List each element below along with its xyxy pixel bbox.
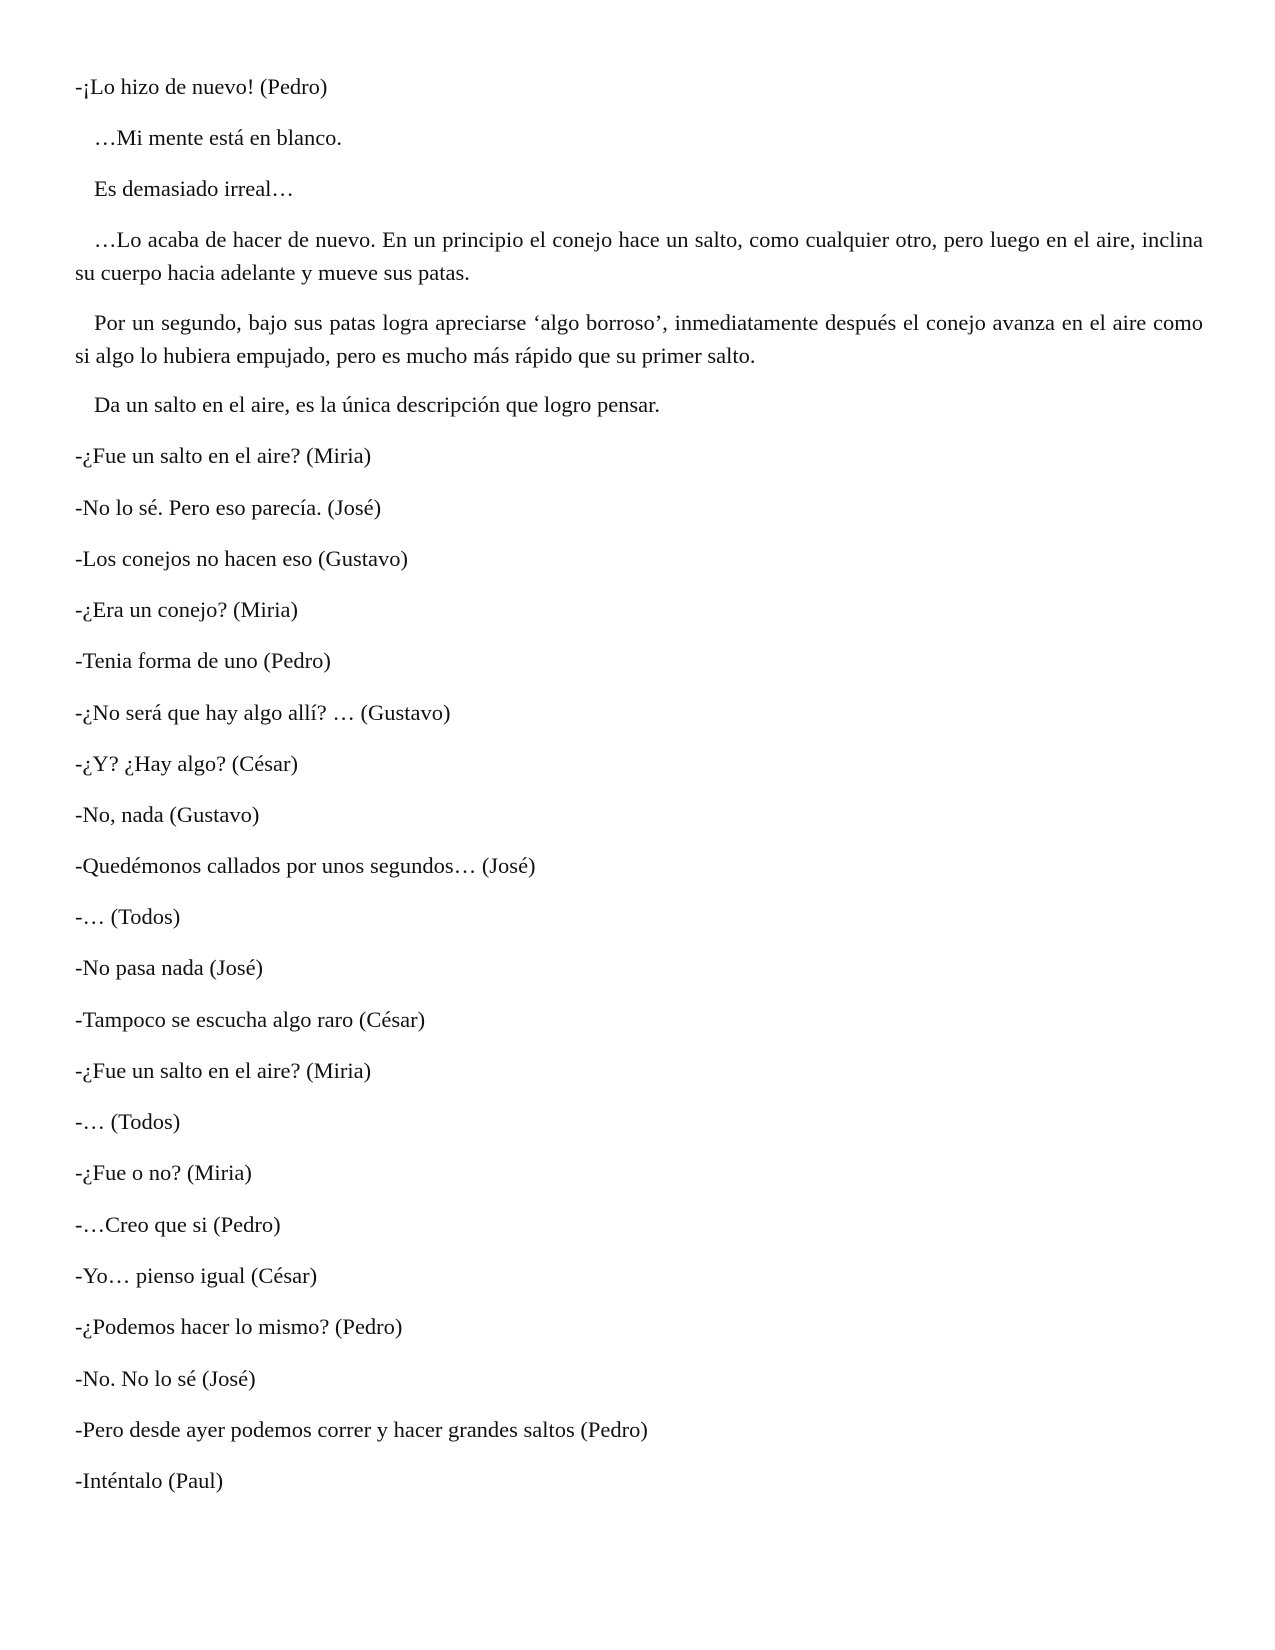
dialogue-line: -… (Todos) [75, 1109, 181, 1134]
dialogue-line: -¿Era un conejo? (Miria) [75, 597, 299, 622]
dialogue-line: -No, nada (Gustavo) [75, 802, 260, 827]
dialogue-line: -Tenia forma de uno (Pedro) [75, 648, 331, 673]
dialogue-line: -¿Fue un salto en el aire? (Miria) [75, 443, 372, 468]
dialogue-line: -Quedémonos callados por unos segundos… (José) [75, 853, 536, 878]
dialogue-line: -¿Y? ¿Hay algo? (César) [75, 751, 299, 776]
dialogue-line: -No pasa nada (José) [75, 955, 264, 980]
dialogue-line: -Inténtalo (Paul) [75, 1468, 224, 1493]
dialogue-line: -Pero desde ayer podemos correr y hacer grandes saltos (Pedro) [75, 1417, 648, 1442]
dialogue-line: -…Creo que si (Pedro) [75, 1212, 281, 1237]
dialogue-line: -Yo… pienso igual (César) [75, 1263, 318, 1288]
narration-paragraph: …Lo acaba de hacer de nuevo. En un principio el conejo hace un salto, como cualquier otro, pero luego en el aire, inclina su cuerpo hacia adelante y mueve sus patas. [75, 227, 1203, 285]
dialogue-line: -No lo sé. Pero eso parecía. (José) [75, 495, 382, 520]
narration-paragraph: Por un segundo, bajo sus patas logra apreciarse ‘algo borroso’, inmediatamente después el conejo avanza en el aire como si algo lo hubiera empujado, pero es mucho más rápido que su primer salto. [75, 310, 1203, 368]
dialogue-line: -Tampoco se escucha algo raro (César) [75, 1007, 426, 1032]
dialogue-line: -Los conejos no hacen eso (Gustavo) [75, 546, 409, 571]
dialogue-line: -¿No será que hay algo allí? … (Gustavo) [75, 700, 451, 725]
dialogue-line: -… (Todos) [75, 904, 181, 929]
dialogue-line: -No. No lo sé (José) [75, 1366, 256, 1391]
dialogue-line: -¿Fue o no? (Miria) [75, 1160, 252, 1185]
narration-line: …Mi mente está en blanco. [94, 125, 343, 150]
narration-line: Es demasiado irreal… [94, 176, 294, 201]
dialogue-line: -¡Lo hizo de nuevo! (Pedro) [75, 74, 328, 99]
dialogue-line: -¿Podemos hacer lo mismo? (Pedro) [75, 1314, 403, 1339]
narration-line: Da un salto en el aire, es la única descripción que logro pensar. [94, 392, 661, 417]
dialogue-line: -¿Fue un salto en el aire? (Miria) [75, 1058, 372, 1083]
